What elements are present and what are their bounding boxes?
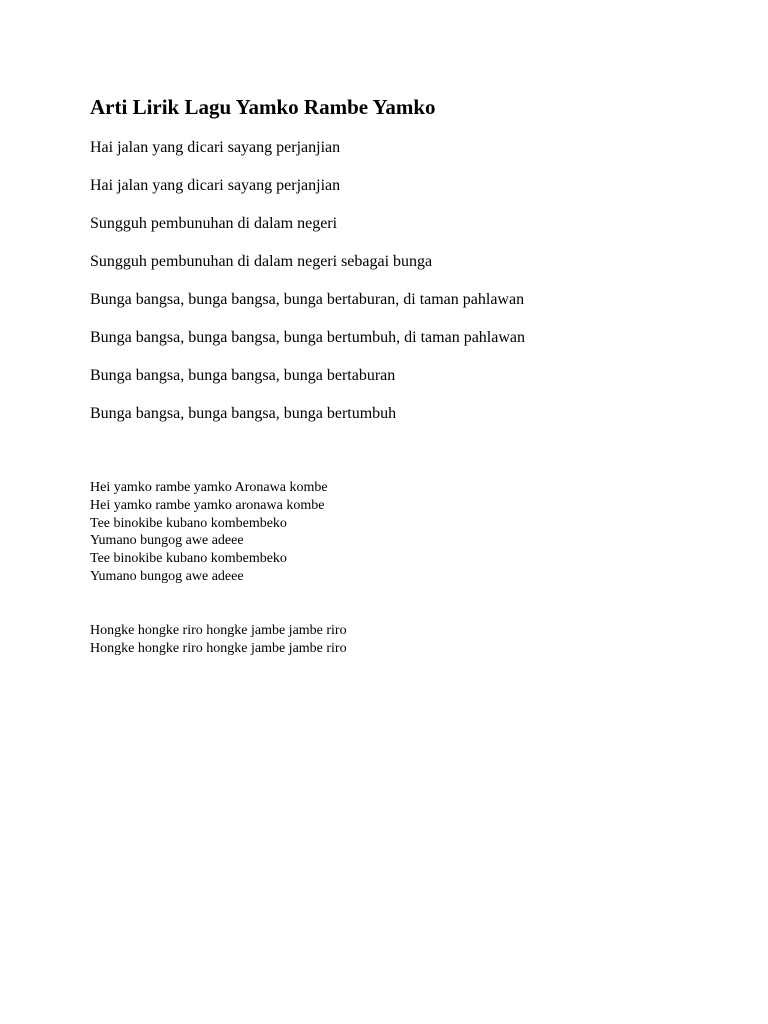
translation-line: Hai jalan yang dicari sayang perjanjian — [90, 177, 341, 194]
original-verse-line: Hei yamko rambe yamko aronawa kombe — [90, 497, 325, 513]
chorus-block — [90, 622, 347, 658]
translation-line: Sungguh pembunuhan di dalam negeri sebagai bunga — [90, 253, 433, 270]
original-verse-line: Yumano bungog awe adeee — [90, 568, 244, 584]
translation-line: Bunga bangsa, bunga bangsa, bunga bertaburan — [90, 367, 396, 384]
original-verse-line: Tee binokibe kubano kombembeko — [90, 551, 287, 567]
translation-line: Bunga bangsa, bunga bangsa, bunga bertumbuh, di taman pahlawan — [90, 329, 525, 346]
translation-line: Bunga bangsa, bunga bangsa, bunga bertumbuh — [90, 405, 397, 422]
original-verse-line: Hei yamko rambe yamko Aronawa kombe — [90, 480, 328, 495]
chorus-line: Hongke hongke riro hongke jambe jambe riro — [90, 640, 347, 656]
translation-line: Hai jalan yang dicari sayang perjanjian — [90, 139, 341, 156]
original-verse-line: Tee binokibe kubano kombembeko — [90, 515, 287, 531]
original-verse-block — [90, 479, 328, 586]
chorus-line: Hongke hongke riro hongke jambe jambe riro — [90, 623, 347, 638]
document-title: Arti Lirik Lagu Yamko Rambe Yamko — [90, 95, 436, 119]
original-verse-line: Yumano bungog awe adeee — [90, 533, 244, 549]
translation-line: Sungguh pembunuhan di dalam negeri — [90, 215, 338, 232]
translation-line: Bunga bangsa, bunga bangsa, bunga bertaburan, di taman pahlawan — [90, 291, 525, 308]
